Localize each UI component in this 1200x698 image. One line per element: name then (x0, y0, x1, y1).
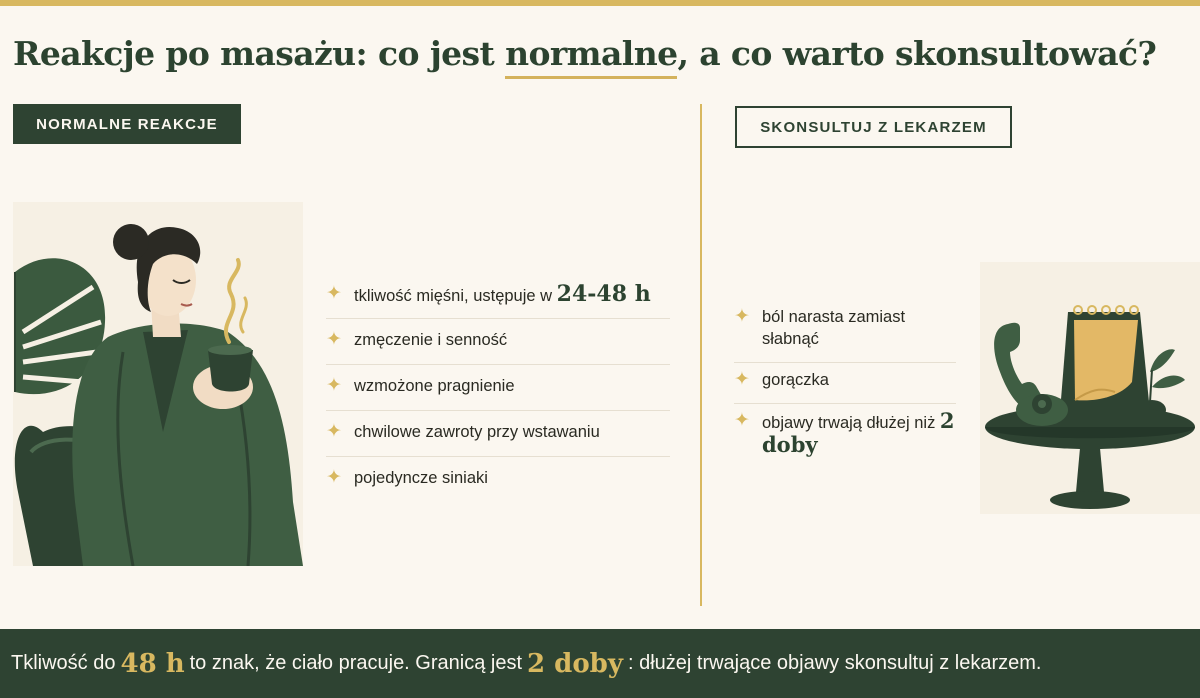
page-title: Reakcje po masażu: co jest normalne, a co warto skonsultować? (13, 34, 1157, 73)
footer-text: : dłużej trwające objawy skonsultuj z lekarzem. (627, 652, 1042, 674)
sparkle-icon: ✦ (326, 283, 342, 304)
sparkle-icon: ✦ (326, 467, 342, 488)
woman-with-tea-icon (13, 202, 303, 566)
sparkle-icon: ✦ (734, 410, 750, 431)
item-text: objawy trwają dłużej niż (762, 414, 940, 432)
list-item (734, 404, 956, 470)
title-emphasis: normalne (505, 34, 678, 73)
duration-highlight: 2 doby (762, 408, 955, 457)
list-item (326, 275, 670, 319)
woman-with-tea-illustration (13, 202, 303, 566)
footer-duration-highlight: 48 h (120, 648, 185, 679)
telephone-calendar-illustration (980, 262, 1200, 514)
footer-duration-highlight: 2 doby (527, 648, 623, 679)
sparkle-icon: ✦ (326, 421, 342, 442)
column-divider (700, 104, 702, 606)
list-item (734, 363, 956, 404)
list-item (734, 300, 956, 363)
item-text: ból narasta zamiast słabnąć (762, 308, 906, 348)
telephone-calendar-icon (980, 262, 1200, 514)
footer-text: Tkliwość do (11, 652, 116, 674)
sparkle-icon: ✦ (326, 375, 342, 396)
item-text: tkliwość mięśni, ustępuje w (354, 287, 557, 305)
item-text: chwilowe zawroty przy wstawaniu (354, 423, 600, 441)
list-item (326, 365, 670, 411)
item-text: pojedyncze siniaki (354, 469, 488, 487)
sparkle-icon: ✦ (734, 306, 750, 327)
sparkle-icon: ✦ (326, 329, 342, 350)
item-text: zmęczenie i senność (354, 331, 508, 349)
duration-highlight: 24-48 h (556, 281, 651, 307)
footer-text: to znak, że ciało pracuje. Granicą jest (189, 652, 523, 674)
item-text: wzmożone pragnienie (354, 377, 515, 395)
consult-doctor-list (734, 300, 956, 470)
consult-doctor-badge: SKONSULTUJ Z LEKARZEM (735, 106, 1012, 148)
normal-reactions-list (326, 275, 670, 503)
list-item (326, 457, 670, 503)
normal-reactions-badge: NORMALNE REAKCJE (13, 104, 241, 144)
list-item (326, 319, 670, 365)
list-item (326, 411, 670, 457)
item-text: gorączka (762, 371, 829, 389)
summary-footer (0, 629, 1200, 698)
sparkle-icon: ✦ (734, 369, 750, 390)
top-accent-bar (0, 0, 1200, 6)
